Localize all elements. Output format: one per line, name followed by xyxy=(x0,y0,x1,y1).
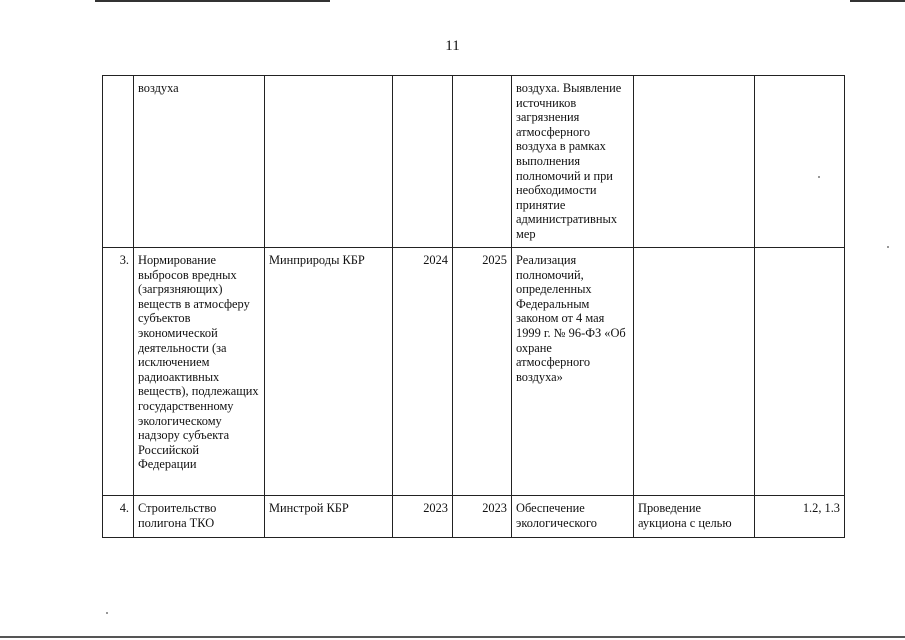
page-number: 11 xyxy=(445,38,460,54)
expected-result: Обеспечение экологического xyxy=(512,496,634,538)
start-year: 2024 xyxy=(393,248,453,496)
document-table xyxy=(102,75,845,538)
scan-artifact-top xyxy=(95,0,330,2)
executor: Минстрой КБР xyxy=(265,496,393,538)
measure-name: воздуха xyxy=(134,76,265,248)
start-year xyxy=(393,76,453,248)
end-year xyxy=(453,76,512,248)
note xyxy=(634,76,755,248)
scan-artifact-top-right xyxy=(850,0,905,2)
table-row xyxy=(103,248,845,496)
expected-result: воздуха. Выявление источников загрязнения атмосферного воздуха в рамках выполнения полномочий и при необходимости принятие административных мер xyxy=(512,76,634,248)
measure-name: Нормирование выбросов вредных (загрязняющих) веществ в атмосферу субъектов экономической деятельности (за исключением радиоактивных веществ), подлежащих государственному экологическому надзору субъекта Российской Федерации xyxy=(134,248,265,496)
executor xyxy=(265,76,393,248)
end-year: 2025 xyxy=(453,248,512,496)
note: Проведение аукциона с целью xyxy=(634,496,755,538)
scan-speck xyxy=(106,612,108,614)
table-row xyxy=(103,496,845,538)
executor: Минприроды КБР xyxy=(265,248,393,496)
start-year: 2023 xyxy=(393,496,453,538)
table-row xyxy=(103,76,845,248)
row-number xyxy=(103,76,134,248)
indicator-ref xyxy=(755,76,845,248)
expected-result: Реализация полномочий, определенных Федеральным законом от 4 мая 1999 г. № 96-ФЗ «Об охране атмосферного воздуха» xyxy=(512,248,634,496)
scan-speck xyxy=(887,246,889,248)
note xyxy=(634,248,755,496)
row-number: 4. xyxy=(103,496,134,538)
indicator-ref xyxy=(755,248,845,496)
indicator-ref: 1.2, 1.3 xyxy=(755,496,845,538)
measure-name: Строительство полигона ТКО xyxy=(134,496,265,538)
row-number: 3. xyxy=(103,248,134,496)
end-year: 2023 xyxy=(453,496,512,538)
scan-artifact-bottom xyxy=(0,636,905,638)
